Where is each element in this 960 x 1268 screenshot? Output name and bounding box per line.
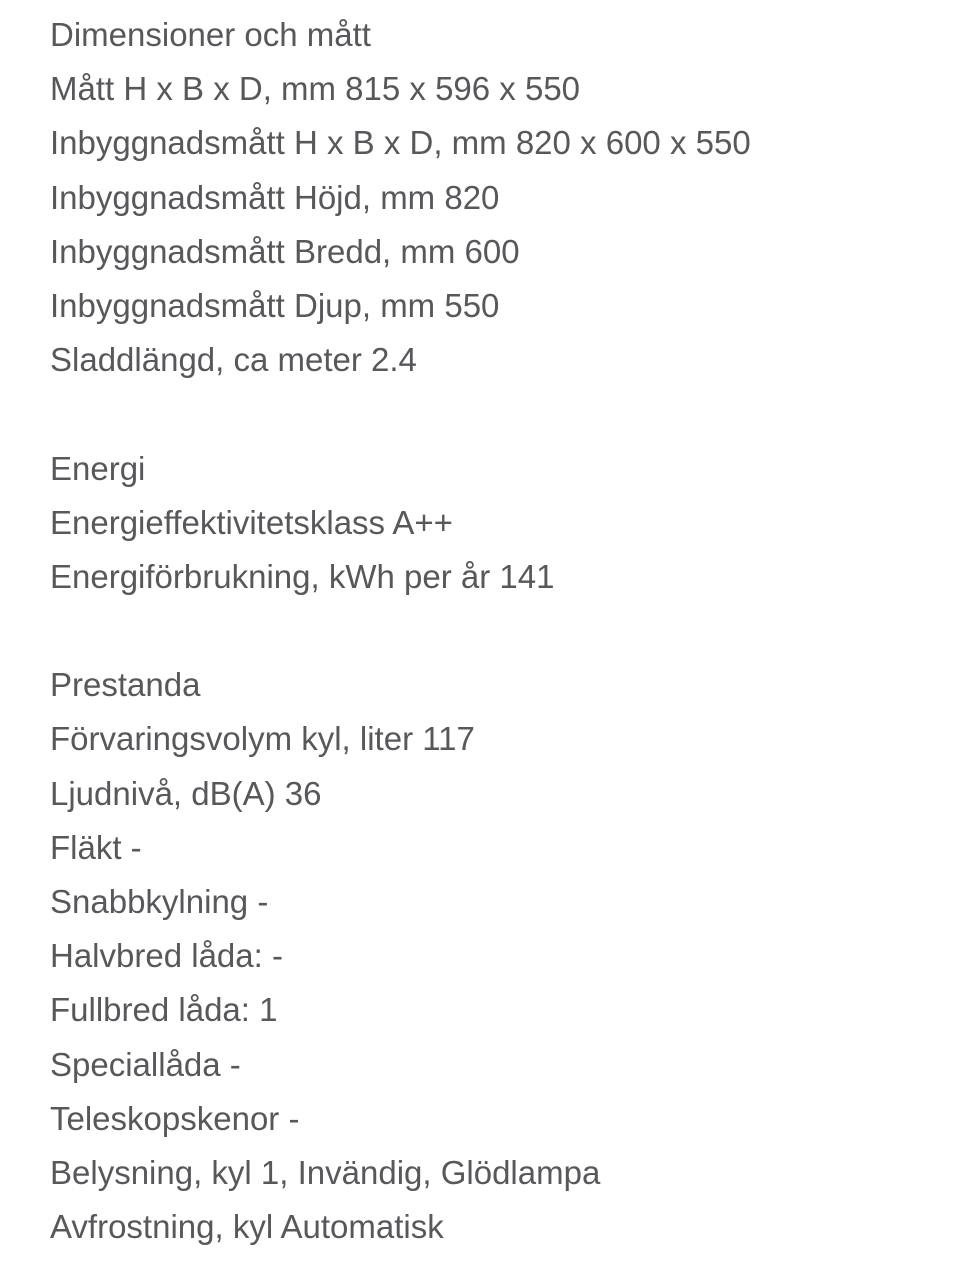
- spec-line: Fläkt -: [50, 828, 142, 866]
- spec-document: [50, 8, 930, 1254]
- section-spacer: [50, 604, 930, 658]
- spec-line: Snabbkylning -: [50, 883, 269, 920]
- section-heading-dimensions: Dimensioner och mått: [50, 16, 371, 53]
- spec-line: Halvbred låda: -: [50, 937, 283, 975]
- spec-line: Inbyggnadsmått Djup, mm 550: [50, 286, 500, 324]
- section-heading-energy: Energi: [50, 449, 146, 487]
- spec-line: Sladdlängd, ca meter 2.4: [50, 341, 417, 379]
- spec-line: Ljudnivå, dB(A) 36: [50, 774, 322, 812]
- spec-line: Avfrostning, kyl Automatisk: [50, 1208, 444, 1246]
- spec-line: Inbyggnadsmått Bredd, mm 600: [50, 232, 520, 270]
- spec-line: Belysning, kyl 1, Invändig, Glödlampa: [50, 1153, 601, 1191]
- section-heading-performance: Prestanda: [50, 666, 201, 704]
- spec-line: Fullbred låda: 1: [50, 991, 278, 1029]
- spec-line: Teleskopskenor -: [50, 1099, 300, 1137]
- spec-line: Inbyggnadsmått H x B x D, mm 820 x 600 x 550: [50, 124, 751, 162]
- spec-line: Förvaringsvolym kyl, liter 117: [50, 720, 475, 758]
- spec-line: Energiförbrukning, kWh per år 141: [50, 557, 555, 595]
- spec-line: Mått H x B x D, mm 815 x 596 x 550: [50, 70, 581, 108]
- spec-line: Inbyggnadsmått Höjd, mm 820: [50, 178, 500, 216]
- spec-line: Energieffektivitetsklass A++: [50, 503, 453, 541]
- spec-line: Speciallåda -: [50, 1045, 241, 1083]
- section-spacer: [50, 387, 930, 441]
